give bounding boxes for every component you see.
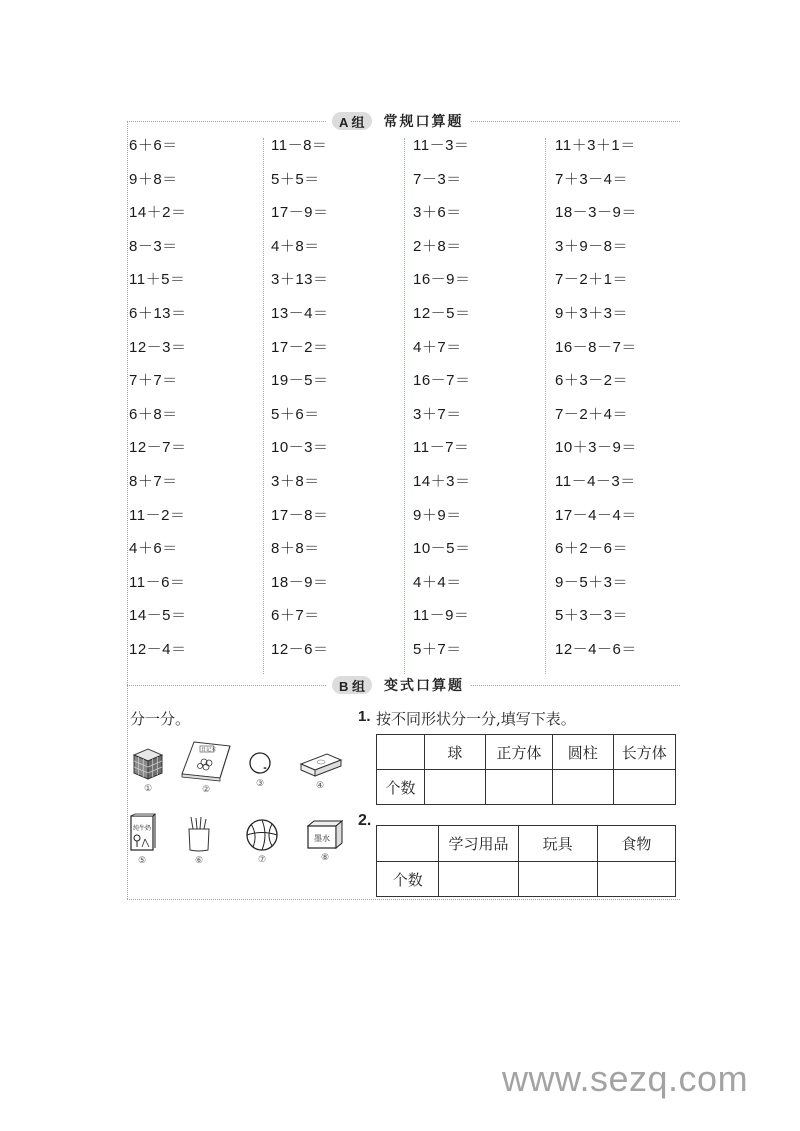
- math-problem: 4＋8＝: [271, 237, 320, 255]
- math-problem: 5＋5＝: [271, 170, 320, 188]
- math-problem: 11＋3＋1＝: [555, 137, 636, 154]
- table-header-blank: [377, 826, 439, 862]
- answer-cell-cube[interactable]: [485, 770, 553, 805]
- pencil-holder-icon: [184, 815, 214, 853]
- math-problem: 11－9＝: [413, 607, 470, 625]
- math-problem: 6＋8＝: [129, 405, 178, 423]
- group-b-badge: B 组: [332, 676, 372, 694]
- rubiks-cube-icon: [130, 745, 166, 781]
- svg-text:纯牛奶: 纯牛奶: [133, 825, 152, 832]
- answer-cell-ball[interactable]: [425, 770, 485, 805]
- table-header-cube: 正方体: [485, 735, 553, 770]
- svg-text:墨水: 墨水: [314, 834, 330, 843]
- section-a-title: 常规口算题: [383, 113, 464, 129]
- math-problem: 12－6＝: [271, 641, 329, 658]
- ink-box-icon: [306, 820, 344, 850]
- frame-left-border: [127, 121, 128, 899]
- math-problem: 7－3＝: [413, 170, 462, 188]
- picture-number: ①: [143, 784, 153, 794]
- math-problem: 12－5＝: [413, 305, 471, 322]
- ball-icon: [248, 750, 272, 776]
- math-problem: 11－6＝: [129, 573, 186, 591]
- math-problem: 11－8＝: [271, 137, 328, 154]
- math-problem: 4＋4＝: [413, 573, 462, 591]
- question-1-number: 1.: [358, 708, 371, 725]
- milk-box-icon: [127, 813, 157, 853]
- math-problem: 4＋7＝: [413, 338, 462, 356]
- math-problem: 9＋9＝: [413, 506, 462, 524]
- math-problem: 8＋8＝: [271, 540, 320, 558]
- picture-pencil-holder: [184, 815, 214, 866]
- picture-number: ②: [201, 785, 211, 795]
- notebook-icon: [180, 740, 232, 782]
- math-problem: 10－3＝: [271, 439, 329, 457]
- math-problem: 5＋3－3＝: [555, 607, 629, 625]
- math-problem: 6＋7＝: [271, 607, 320, 625]
- column-divider-2: [404, 138, 405, 674]
- question-1-text: 按不同形状分一分,填写下表。: [376, 710, 576, 728]
- picture-number: ⑧: [320, 853, 330, 863]
- math-problem: 18－3－9＝: [555, 204, 637, 222]
- table-header-school-supplies: 学习用品: [439, 826, 518, 862]
- math-problem: 12－3＝: [129, 338, 187, 356]
- picture-number: ③: [255, 779, 265, 789]
- picture-eraser: [297, 750, 343, 791]
- picture-notebook: [180, 740, 232, 795]
- math-problem: 2＋8＝: [413, 237, 462, 255]
- math-problem: 11－3＝: [413, 137, 470, 154]
- picture-number: ④: [315, 781, 325, 791]
- table-header-ball: 球: [425, 735, 485, 770]
- shape-count-table: [376, 734, 676, 805]
- math-problem: 6＋3－2＝: [555, 372, 629, 390]
- math-problem: 9＋3＋3＝: [555, 305, 629, 322]
- math-problem: 7＋7＝: [129, 372, 178, 390]
- math-problem: 7＋3－4＝: [555, 170, 629, 188]
- math-problem: 14＋3＝: [413, 473, 471, 490]
- math-problem: 16－8－7＝: [555, 338, 637, 356]
- basketball-icon: [244, 818, 280, 852]
- section-a-header: [326, 111, 470, 131]
- section-b-title: 变式口算题: [384, 677, 465, 693]
- math-problem: 17－4－4＝: [555, 506, 637, 524]
- math-problem: 6＋6＝: [129, 137, 178, 154]
- eraser-icon: [297, 750, 343, 778]
- answer-cell-cuboid[interactable]: [613, 770, 675, 805]
- math-problem: 14＋2＝: [129, 204, 187, 222]
- math-problem: 11－7＝: [413, 439, 470, 457]
- watermark: www.sezq.com: [502, 1058, 749, 1099]
- column-divider-1: [263, 138, 264, 674]
- category-count-table: [376, 825, 676, 897]
- picture-number: ⑤: [137, 856, 147, 866]
- math-problem: 7－2＋4＝: [555, 405, 629, 423]
- picture-number: ⑦: [257, 855, 267, 865]
- math-problem: 17－8＝: [271, 506, 329, 524]
- picture-small-ball: [248, 750, 272, 789]
- math-problem: 3＋8＝: [271, 473, 320, 490]
- picture-ink-box: [306, 820, 344, 863]
- answer-cell-cylinder[interactable]: [553, 770, 613, 805]
- math-problem: 3＋9－8＝: [555, 237, 629, 255]
- table-header-cylinder: 圆柱: [553, 735, 613, 770]
- picture-basketball: [244, 818, 280, 865]
- instruction-text: 分一分。: [130, 710, 191, 728]
- answer-cell-food[interactable]: [597, 862, 675, 897]
- math-problem: 9＋8＝: [129, 170, 178, 188]
- table-row-label: 个数: [377, 770, 425, 805]
- math-problem: 17－9＝: [271, 204, 329, 222]
- answer-cell-school-supplies[interactable]: [439, 862, 518, 897]
- picture-rubiks-cube: [130, 745, 166, 794]
- math-problem: 10－5＝: [413, 540, 471, 558]
- math-problem: 3＋6＝: [413, 204, 462, 222]
- table-header-food: 食物: [597, 826, 675, 862]
- math-problem: 19－5＝: [271, 372, 329, 390]
- math-problem: 16－9＝: [413, 271, 471, 289]
- math-problem: 18－9＝: [271, 573, 329, 591]
- math-problem: 12－4－6＝: [555, 641, 637, 658]
- math-problem: 11－4－3＝: [555, 473, 636, 490]
- svg-text:日记本: 日记本: [201, 747, 217, 753]
- table-header-cuboid: 长方体: [613, 735, 675, 770]
- math-problem: 11＋5＝: [129, 271, 186, 289]
- table-header-blank: [377, 735, 425, 770]
- math-problem: 8＋7＝: [129, 473, 178, 490]
- section-b-header: [326, 675, 470, 695]
- math-problem: 7－2＋1＝: [555, 271, 629, 289]
- table-header-toys: 玩具: [518, 826, 597, 862]
- math-problem: 5＋7＝: [413, 641, 462, 658]
- math-problem: 9－5＋3＝: [555, 573, 629, 591]
- math-problem: 12－4＝: [129, 641, 187, 658]
- math-problem: 14－5＝: [129, 607, 187, 625]
- math-problem: 3＋13＝: [271, 271, 329, 289]
- math-problem: 12－7＝: [129, 439, 187, 457]
- math-problem: 3＋7＝: [413, 405, 462, 423]
- math-problem: 11－2＝: [129, 506, 186, 524]
- column-divider-3: [545, 138, 546, 674]
- math-problem: 6＋13＝: [129, 305, 187, 322]
- math-problem: 16－7＝: [413, 372, 471, 390]
- group-a-badge: A 组: [332, 112, 372, 130]
- frame-bottom-border: [127, 899, 680, 900]
- table-row-label: 个数: [377, 862, 439, 897]
- math-problem: 10＋3－9＝: [555, 439, 637, 457]
- answer-cell-toys[interactable]: [518, 862, 597, 897]
- picture-number: ⑥: [194, 856, 204, 866]
- question-2-number: 2.: [358, 812, 372, 829]
- math-problem: 6＋2－6＝: [555, 540, 629, 558]
- picture-milk-box: [127, 813, 157, 866]
- math-problem: 5＋6＝: [271, 405, 320, 423]
- math-problem: 8－3＝: [129, 237, 178, 255]
- math-problem: 17－2＝: [271, 338, 329, 356]
- math-problem: 4＋6＝: [129, 540, 178, 558]
- math-problem: 13－4＝: [271, 305, 329, 322]
